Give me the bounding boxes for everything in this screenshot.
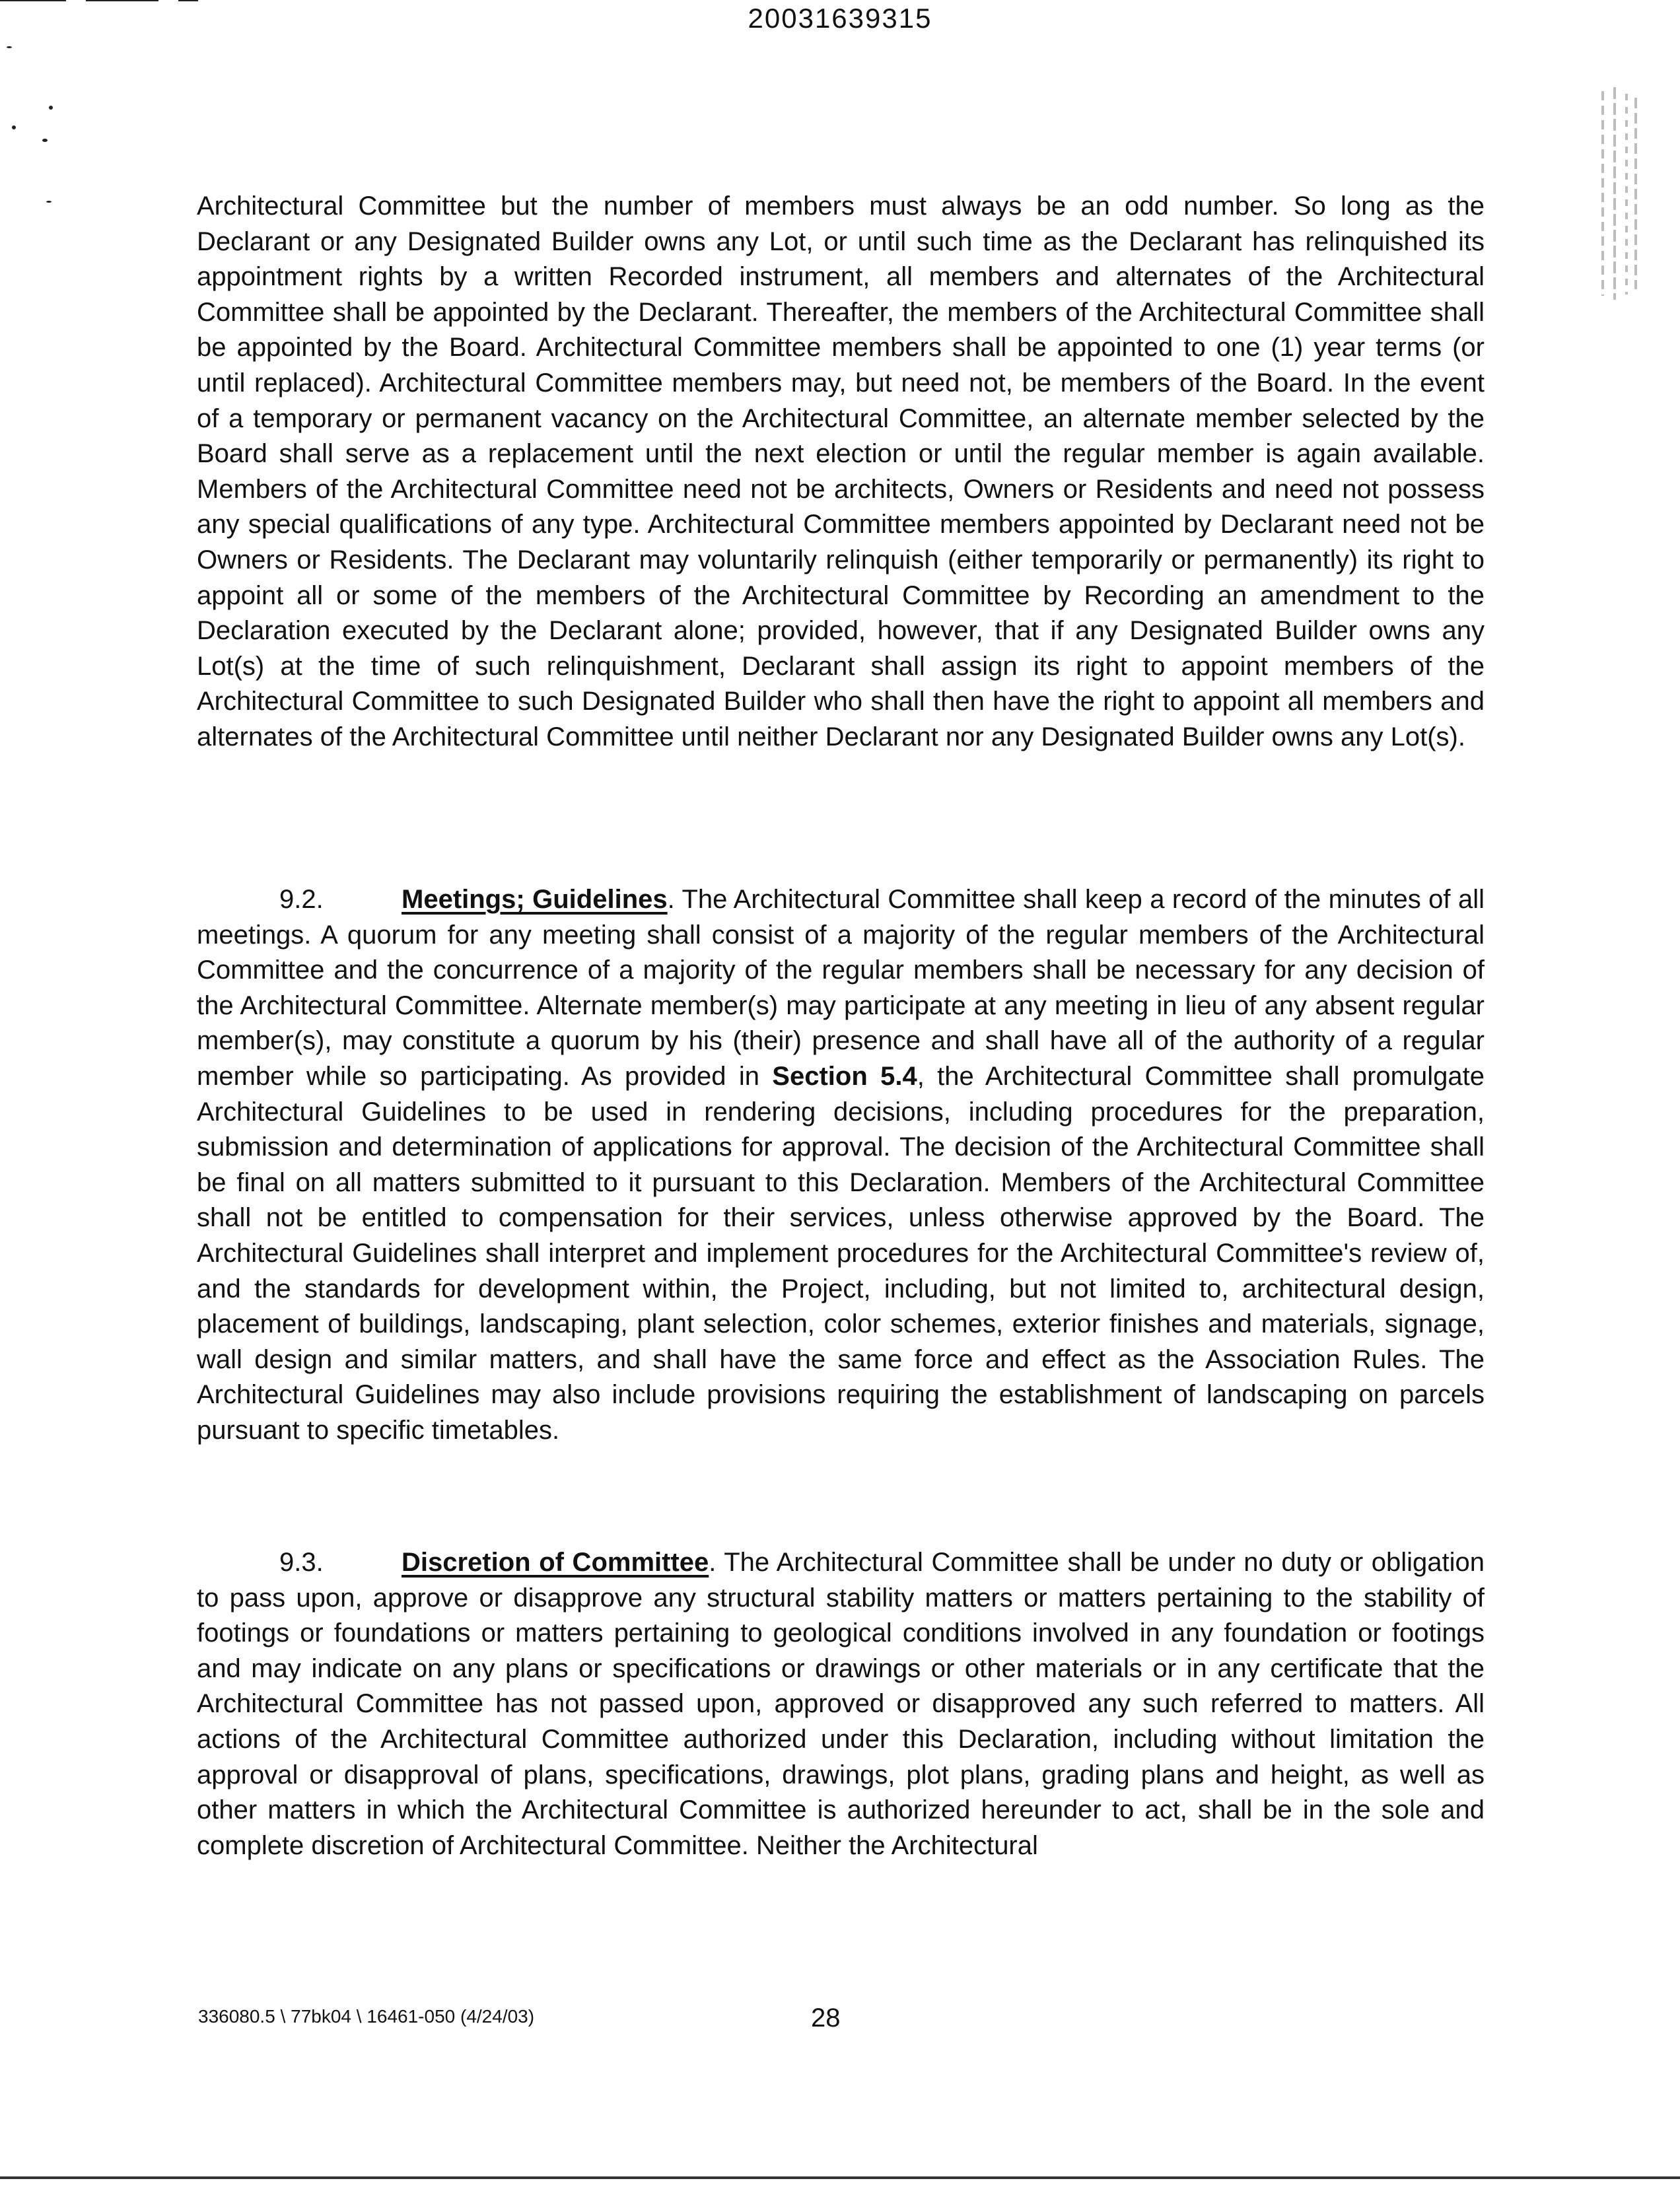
section-number: 9.3. bbox=[279, 1548, 324, 1577]
page-number: 28 bbox=[811, 2003, 841, 2032]
section-paragraph bbox=[197, 1545, 1485, 1863]
footer-document-id: 336080.5 \ 77bk04 \ 16461-050 (4/24/03) bbox=[198, 2006, 535, 2027]
section-heading: Discretion of Committee bbox=[402, 1548, 709, 1577]
document-number: 20031639315 bbox=[748, 3, 932, 34]
section-paragraph bbox=[197, 882, 1485, 1449]
scan-edge-line bbox=[0, 0, 66, 1]
scan-edge-line bbox=[0, 2176, 1680, 2179]
section-text: . The Architectural Committee shall be under no duty or obligation to pass upon, approve or disapprove any structural stability matters or matters pertaining to the stability of footings or foundations or matters pertaining to geological conditions involved in any foundation or footings and may indicate on any plans or specifications or drawings or other materials or in any certificate that the Architectural Committee has not passed upon, approved or disapproved any such referred to matters. All actions of the Architectural Committee authorized under this Declaration, including without limitation the approval or disapproval of plans, specifications, drawings, plot plans, grading plans and height, as well as other matters in which the Architectural Committee is authorized hereunder to act, shall be in the sole and complete discretion of Architectural Committee. Neither the Architectural bbox=[197, 1548, 1485, 1860]
scan-edge-line bbox=[86, 0, 158, 1]
section-text: , the Architectural Committee shall promulgate Architectural Guidelines to be used in rendering decisions, including procedures for the preparation, submission and determination of applications for approval. The decision of the Architectural Committee shall be final on all matters submitted to it pursuant to this Declaration. Members of the Architectural Committee shall not be entitled to compensation for their services, unless otherwise approved by the Board. The Architectural Guidelines shall interpret and implement procedures for the Architectural Committee's review of, and the standards for development within, the Project, including, but not limited to, architectural design, placement of buildings, landscaping, plant selection, color schemes, exterior finishes and materials, signage, wall design and similar matters, and shall have the same force and effect as the Association Rules. The Architectural Guidelines may also include provisions requiring the establishment of landscaping on parcels pursuant to specific timetables. bbox=[197, 1061, 1485, 1445]
margin-stamp-mark bbox=[1595, 85, 1641, 302]
paragraph-continuation bbox=[197, 189, 1485, 755]
scan-speck bbox=[12, 125, 16, 129]
section-heading: Meetings; Guidelines bbox=[402, 885, 668, 914]
scan-edge-line bbox=[178, 0, 198, 1]
section-9-3 bbox=[197, 1545, 1485, 1863]
scan-speck bbox=[7, 46, 12, 48]
paragraph-text: Architectural Committee but the number of members must always be an odd number. So long as the Declarant or any Designated Builder owns any Lot, or until such time as the Declarant has relinquished its appointment rights by a written Recorded instrument, all members and alternates of the Architectural Committee shall be appointed by the Declarant. Thereafter, the members of the Architectural Committee shall be appointed by the Board. Architectural Committee members shall be appointed to one (1) year terms (or until replaced). Architectural Committee members may, but need not, be members of the Board. In the event of a temporary or permanent vacancy on the Architectural Committee, an alternate member selected by the Board shall serve as a replacement until the next election or until the regular member is again available. Members of the Architectural Committee need not be architects, Owners or Residents and need not possess any special qualifications of any type. Architectural Committee members appointed by Declarant need not be Owners or Residents. The Declarant may voluntarily relinquish (either temporarily or permanently) its right to appoint all or some of the members of the Architectural Committee by Recording an amendment to the Declaration executed by the Declarant alone; provided, however, that if any Designated Builder owns any Lot(s) at the time of such relinquishment, Declarant shall assign its right to appoint members of the Architectural Committee to such Designated Builder who shall then have the right to appoint all members and alternates of the Architectural Committee until neither Declarant nor any Designated Builder owns any Lot(s). bbox=[197, 191, 1485, 751]
scan-speck bbox=[42, 139, 48, 142]
scan-speck bbox=[46, 201, 52, 203]
section-text: . The Architectural Committee shall keep a record of the minutes of all meetings. A quorum for any meeting shall consist of a majority of the regular members of the Architectural Committee and the concurrence of a majority of the regular members shall be necessary for any decision of the Architectural Committee. Alternate member(s) may participate at any meeting in lieu of any absent regular member(s), may constitute a quorum by his (their) presence and shall have all of the authority of a regular member while so participating. As provided in bbox=[197, 885, 1485, 1091]
scan-speck bbox=[49, 106, 53, 110]
section-number: 9.2. bbox=[279, 885, 324, 914]
section-9-2 bbox=[197, 882, 1485, 1449]
section-reference: Section 5.4 bbox=[772, 1061, 917, 1091]
